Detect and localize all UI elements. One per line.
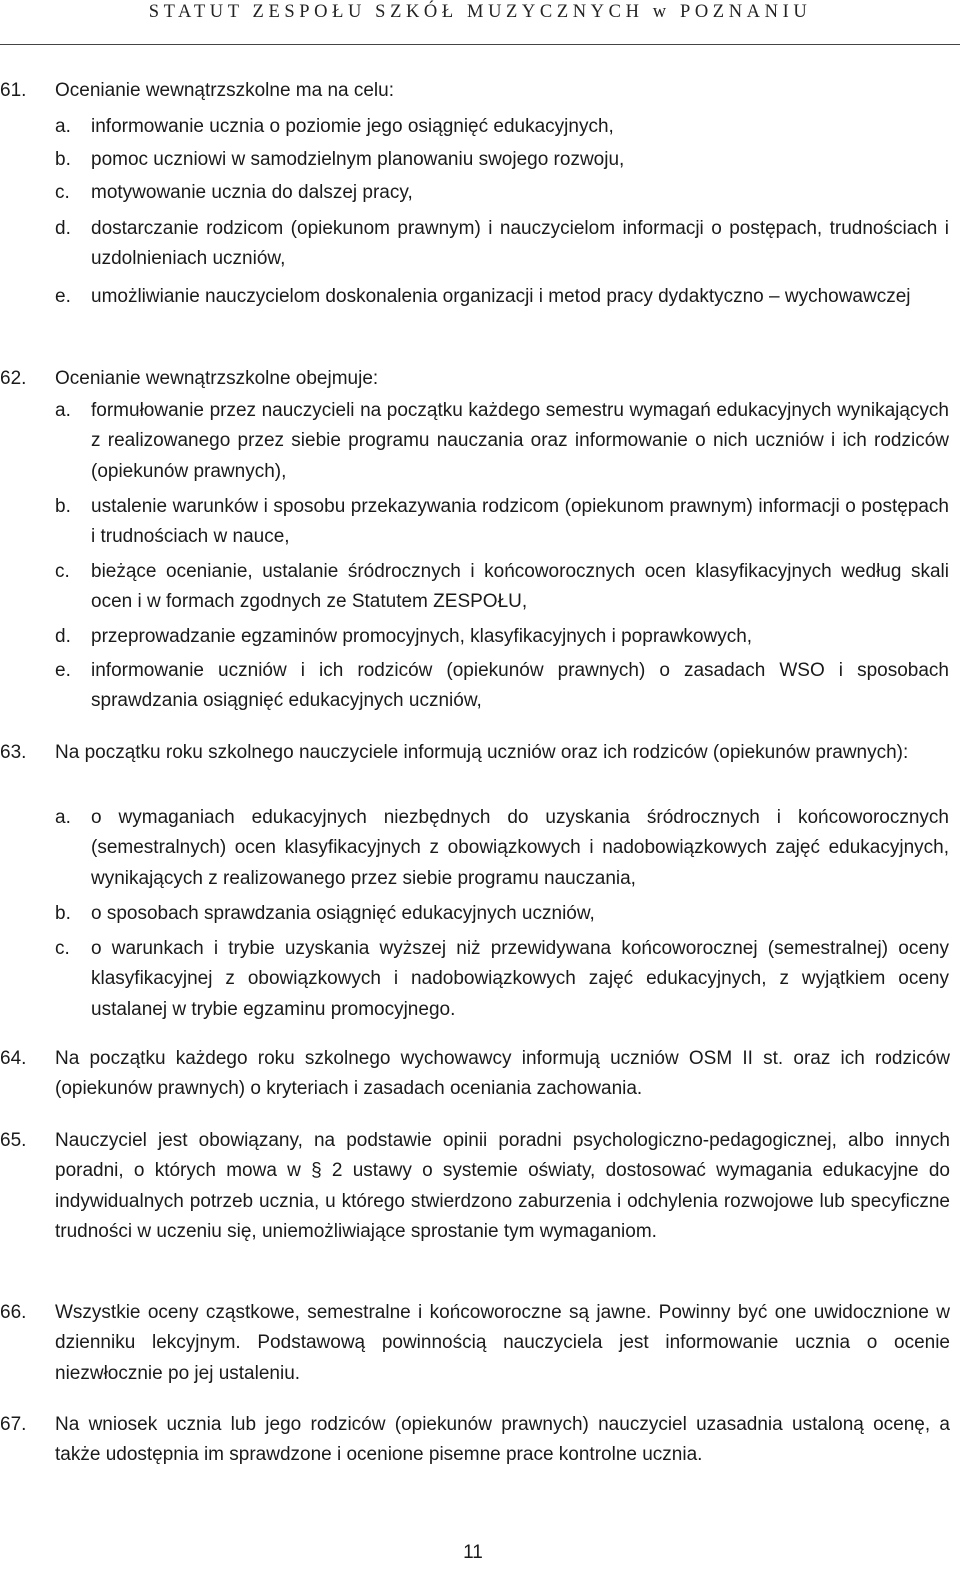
- section-title: Ocenianie wewnątrzszkolne ma na celu:: [55, 80, 395, 101]
- section-number: 61.: [0, 80, 27, 101]
- item-letter: a.: [55, 116, 71, 137]
- item-text: informowanie uczniów i ich rodziców (opiekunów prawnych) o zasadach WSO i sposobach sprawdzania osiągnięć edukacyjnych uczniów,: [91, 660, 949, 712]
- item-text: o sposobach sprawdzania osiągnięć edukacyjnych uczniów,: [91, 903, 595, 924]
- item-letter: c.: [55, 561, 70, 582]
- item-letter: e.: [55, 286, 71, 307]
- page-number: 11: [463, 1542, 483, 1563]
- section-number: 67.: [0, 1414, 27, 1435]
- running-header: STATUT ZESPOŁU SZKÓŁ MUZYCZNYCH w POZNANIU: [148, 2, 812, 22]
- section-number: 63.: [0, 742, 27, 763]
- item-letter: d.: [55, 626, 71, 647]
- item-letter: b.: [55, 496, 71, 517]
- section-title: Ocenianie wewnątrzszkolne obejmuje:: [55, 368, 379, 389]
- item-text: dostarczanie rodzicom (opiekunom prawnym) i nauczycielom informacji o postępach, trudnościach i uzdolnieniach uczniów,: [91, 218, 949, 270]
- section-text: Na wniosek ucznia lub jego rodziców (opiekunów prawnych) nauczyciel uzasadnia ustaloną ocenę, a także udostępnia im sprawdzone i ocenione pisemne prace kontrolne ucznia.: [55, 1414, 950, 1466]
- item-text: formułowanie przez nauczycieli na początku każdego semestru wymagań edukacyjnych wynikających z realizowanego przez siebie programu nauczania oraz informowanie o nich uczniów i ich rodziców (opiekunów prawnych),: [91, 400, 949, 482]
- section-number: 64.: [0, 1048, 27, 1069]
- item-text: o warunkach i trybie uzyskania wyższej niż przewidywana końcoworocznej (semestralnej) oceny klasyfikacyjnej z obowiązkowych i nadobowiązkowych zajęć edukacyjnych, z wyjątkiem oceny ustalanej w trybie egzaminu promocyjnego.: [91, 938, 949, 1020]
- item-text: umożliwianie nauczycielom doskonalenia organizacji i metod pracy dydaktyczno – wychowawczej: [91, 286, 911, 307]
- section-text: Wszystkie oceny cząstkowe, semestralne i końcoworoczne są jawne. Powinny być one uwidocznione w dzienniku lekcyjnym. Podstawową powinnością nauczyciela jest informowanie ucznia o ocenie niezwłocznie po jej ustaleniu.: [55, 1302, 950, 1384]
- item-letter: c.: [55, 938, 70, 959]
- item-letter: a.: [55, 400, 71, 421]
- item-text: bieżące ocenianie, ustalanie śródrocznych i końcoworocznych ocen klasyfikacyjnych według skali ocen i w formach zgodnych ze Statutem ZESPOŁU,: [91, 561, 949, 613]
- item-text: pomoc uczniowi w samodzielnym planowaniu swojego rozwoju,: [91, 149, 625, 170]
- section-text: Na początku każdego roku szkolnego wychowawcy informują uczniów OSM II st. oraz ich rodziców (opiekunów prawnych) o kryteriach i zasadach oceniania zachowania.: [55, 1048, 950, 1100]
- item-text: o wymaganiach edukacyjnych niezbędnych do uzyskania śródrocznych i końcoworocznych (semestralnych) ocen klasyfikacyjnych z obowiązkowych i nadobowiązkowych zajęć edukacyjnych, wynikających z realizowanego przez siebie programu nauczania,: [91, 807, 949, 889]
- header-divider: [0, 44, 960, 45]
- section-text: Na początku roku szkolnego nauczyciele informują uczniów oraz ich rodziców (opiekunów prawnych):: [55, 742, 909, 763]
- section-number: 62.: [0, 368, 27, 389]
- item-letter: d.: [55, 218, 71, 239]
- item-letter: c.: [55, 182, 70, 203]
- item-letter: b.: [55, 149, 71, 170]
- item-text: przeprowadzanie egzaminów promocyjnych, klasyfikacyjnych i poprawkowych,: [91, 626, 753, 647]
- item-text: motywowanie ucznia do dalszej pracy,: [91, 182, 413, 203]
- section-text: Nauczyciel jest obowiązany, na podstawie opinii poradni psychologiczno-pedagogicznej, albo innych poradni, o których mowa w § 2 ustawy o systemie oświaty, dostosować wymagania edukacyjne do indywidualnych potrzeb ucznia, u którego stwierdzono zaburzenia i odchylenia rozwojowe lub specyficzne trudności w uczeniu się, uniemożliwiające sprostanie tym wymaganiom.: [55, 1130, 950, 1242]
- item-letter: e.: [55, 660, 71, 681]
- item-text: ustalenie warunków i sposobu przekazywania rodzicom (opiekunom prawnym) informacji o postępach i trudnościach w nauce,: [91, 496, 949, 548]
- item-text: informowanie ucznia o poziomie jego osiągnięć edukacyjnych,: [91, 116, 614, 137]
- section-number: 65.: [0, 1130, 27, 1151]
- item-letter: a.: [55, 807, 71, 828]
- item-letter: b.: [55, 903, 71, 924]
- section-number: 66.: [0, 1302, 27, 1323]
